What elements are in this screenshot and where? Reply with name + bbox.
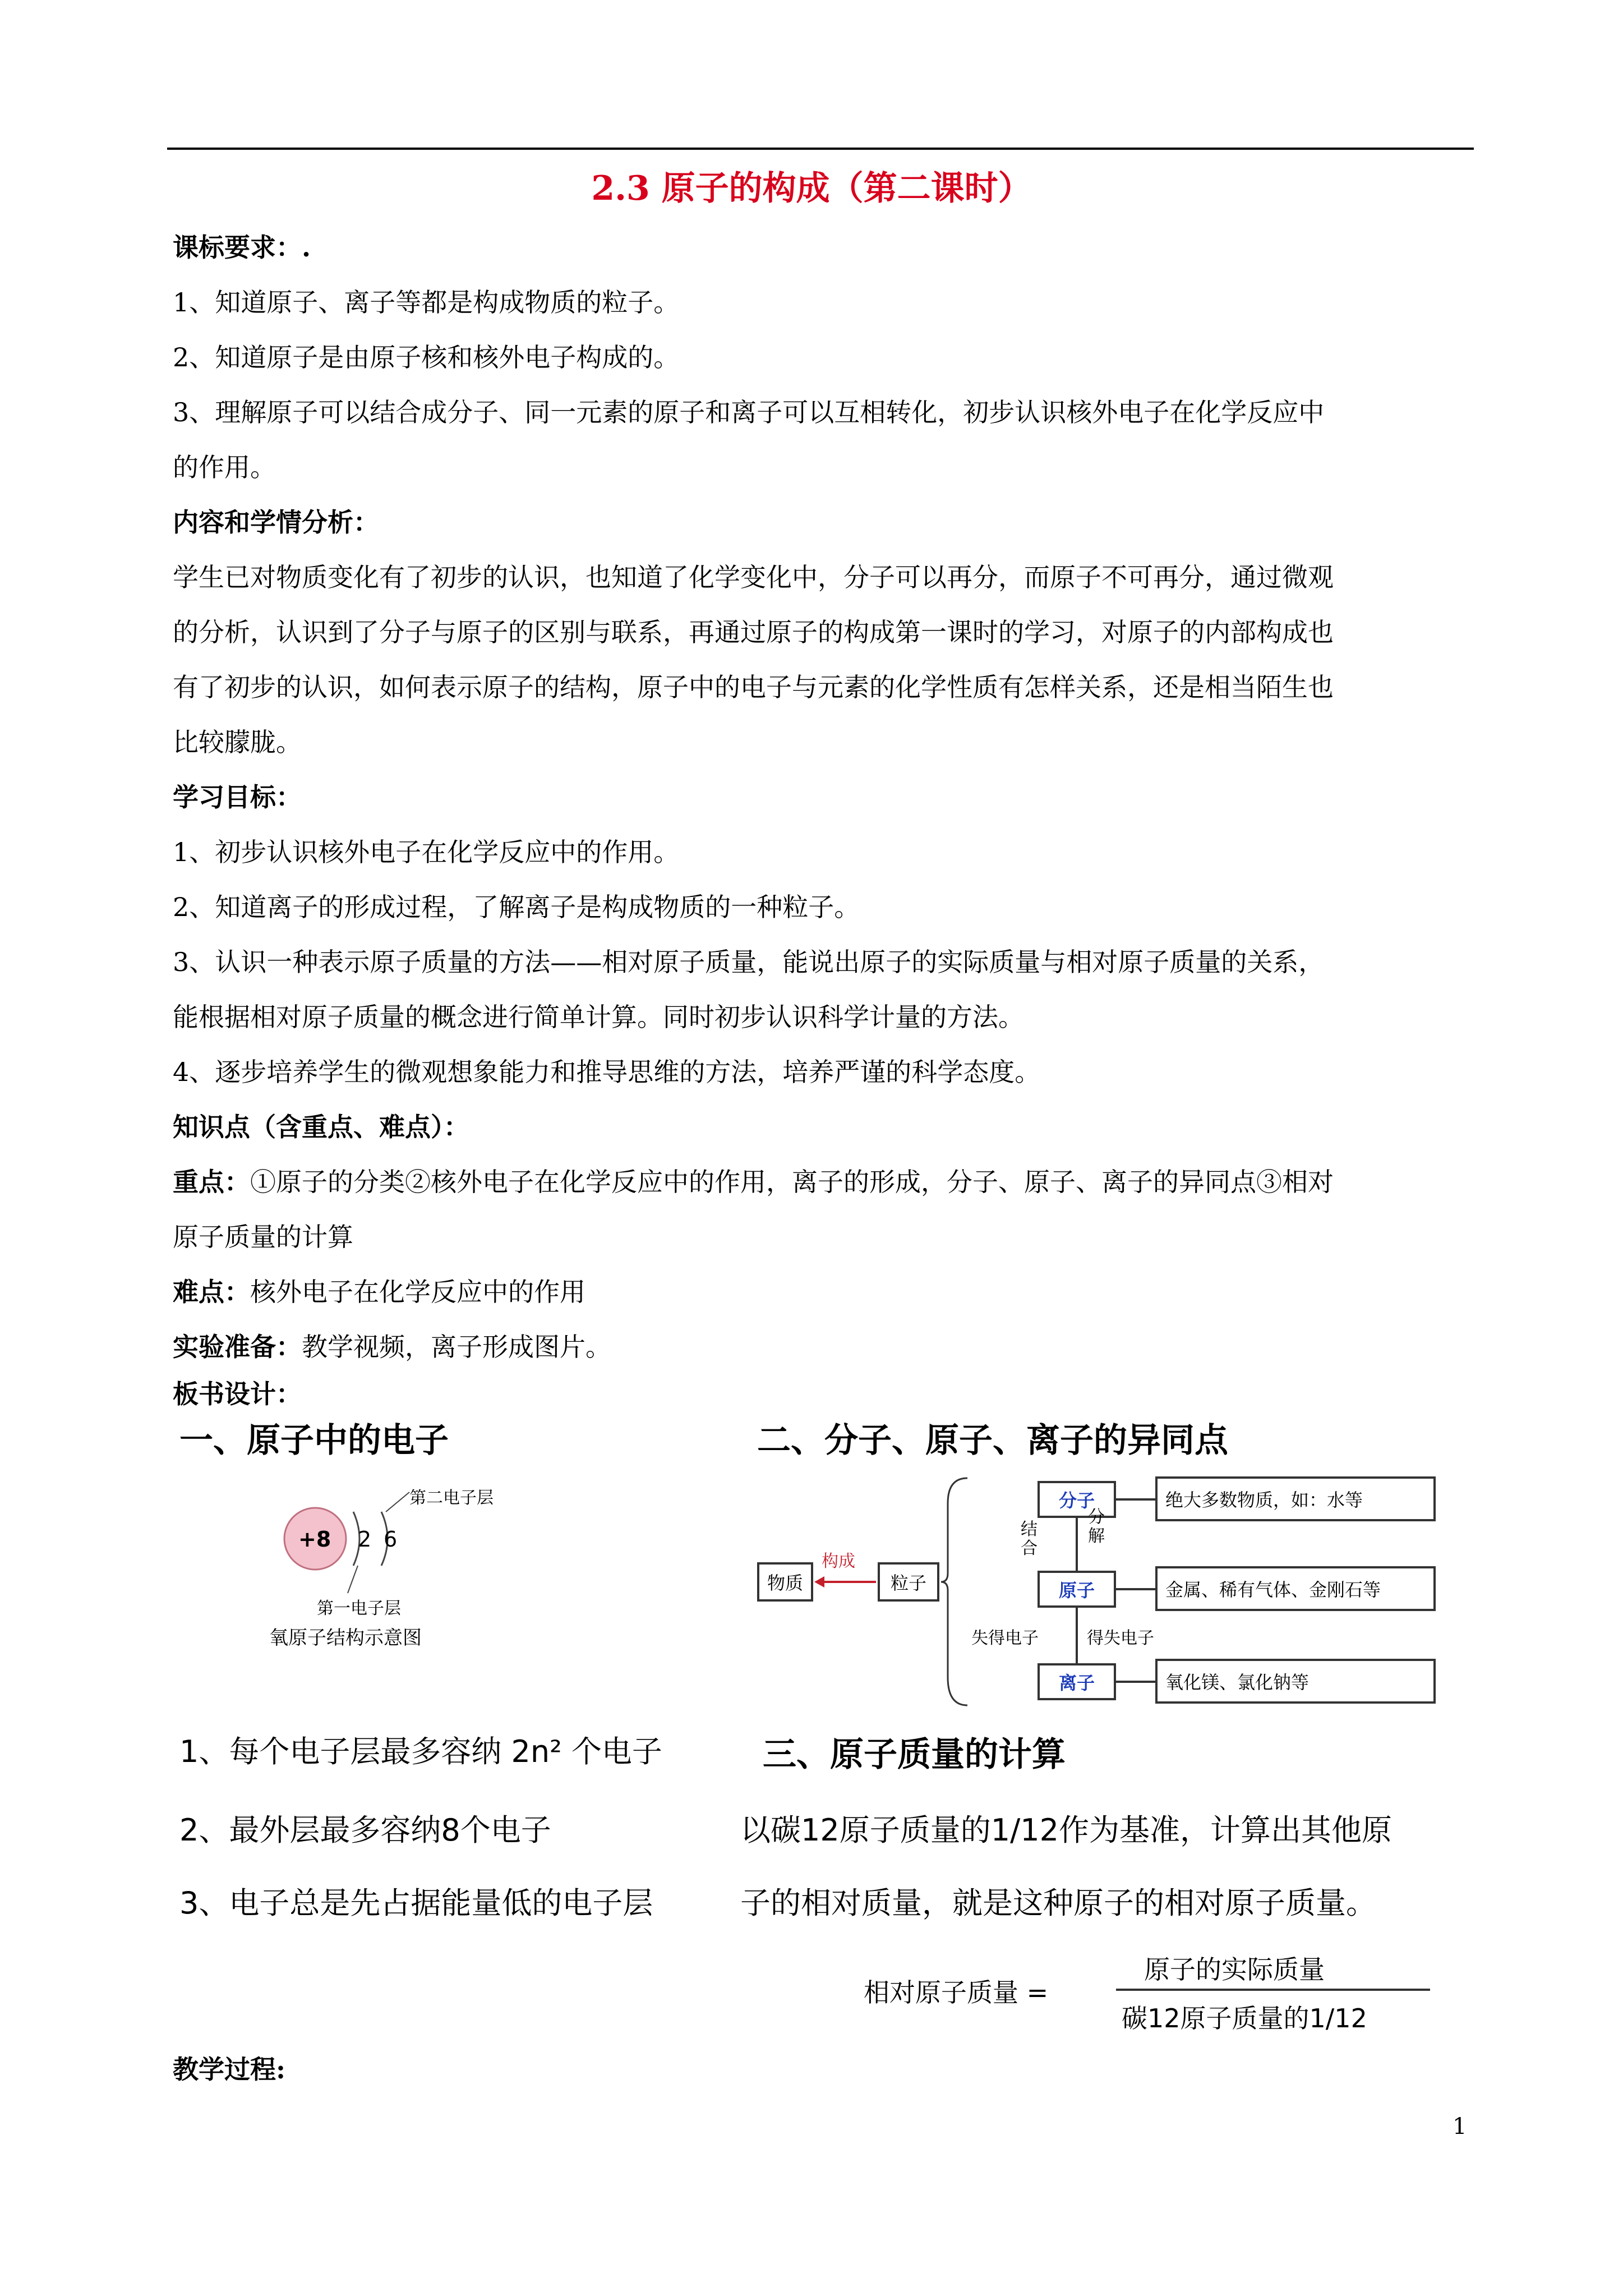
nucleus-charge: +8 [298, 1527, 331, 1552]
atom-ion-connector [1076, 1608, 1078, 1663]
ion-examples: 氧化镁、氯化钠等 [1155, 1659, 1436, 1704]
molecule-box: 分子 [1038, 1481, 1116, 1518]
goal-item: 3、认识一种表示原子质量的方法——相对原子质量，能说出原子的实际质量与相对原子质量的关系， [173, 947, 1325, 977]
goal-item: 2、知道离子的形成过程，了解离子是构成物质的一种粒子。 [173, 892, 860, 922]
ion-box: 离子 [1038, 1663, 1116, 1700]
molecule-atom-connector [1076, 1518, 1078, 1571]
formula-lhs: 相对原子质量 = [864, 1977, 1049, 2008]
decompose-label: 分解 [1088, 1507, 1105, 1546]
page-title: 2.3 原子的构成（第二课时） [591, 169, 1032, 208]
particle-brace [939, 1475, 973, 1711]
knowledge-heading: 知识点（含重点、难点）： [173, 1112, 469, 1142]
board-design-figure [168, 1414, 1469, 2076]
key-points [173, 1154, 1474, 1209]
shell2-pointer [386, 1492, 409, 1512]
process-section [173, 2042, 1474, 2097]
shell1-label: 第一电子层 [317, 1599, 401, 1618]
shell2-electron-count: 6 [384, 1527, 398, 1552]
board-section1-title: 一、原子中的电子 [179, 1421, 449, 1460]
analysis-heading: 内容和学情分析： [173, 507, 379, 537]
compose-label: 构成 [822, 1552, 855, 1571]
arrow-head-icon [814, 1576, 824, 1588]
atom-box: 原子 [1038, 1571, 1116, 1608]
analysis-line: 的分析，认识到了分子与原子的区别与联系，再通过原子的构成第一课时的学习，对原子的内部构成也 [173, 617, 1334, 647]
gain-lose-electron-label: 得失电子 [1087, 1628, 1154, 1648]
analysis-line: 比较朦胧。 [173, 727, 302, 757]
particle-box: 粒子 [878, 1562, 939, 1602]
goal-item: 1、初步认识核外电子在化学反应中的作用。 [173, 837, 680, 867]
compose-arrow [813, 1568, 878, 1596]
page-number: 1 [1453, 2114, 1467, 2139]
prep-text: 教学视频，离子形成图片。 [302, 1332, 611, 1362]
difficult-label: 难点： [173, 1277, 250, 1307]
relative-mass-definition-2: 子的相对质量，就是这种原子的相对原子质量。 [740, 1885, 1376, 1921]
curriculum-heading: 课标要求：. [173, 232, 311, 263]
shell2-label: 第二电子层 [409, 1488, 494, 1508]
board-section2-title: 二、分子、原子、离子的异同点 [757, 1421, 1228, 1460]
atom-examples: 金属、稀有气体、金刚石等 [1155, 1566, 1436, 1611]
analysis-line: 有了初步的认识，如何表示原子的结构，原子中的电子与元素的化学性质有怎样关系，还是相当陌生也 [173, 672, 1334, 702]
combine-label: 结合 [1021, 1520, 1038, 1558]
formula-numerator: 原子的实际质量 [1144, 1954, 1325, 1985]
curriculum-item: 2、知道原子是由原子核和核外电子构成的。 [173, 342, 680, 372]
experiment-prep [173, 1319, 1474, 1374]
curriculum-item: 3、理解原子可以结合成分子、同一元素的原子和离子可以互相转化，初步认识核外电子在化学反应中 [173, 397, 1325, 427]
curriculum-item: 的作用。 [173, 452, 276, 482]
ion-example-connector [1116, 1681, 1155, 1683]
curriculum-item: 1、知道原子、离子等都是构成物质的粒子。 [173, 287, 680, 318]
goal-item: 能根据相对原子质量的概念进行简单计算。同时初步认识科学计量的方法。 [173, 1002, 1024, 1032]
electron-rule-3: 3、电子总是先占据能量低的电子层 [179, 1885, 653, 1921]
substance-box: 物质 [757, 1562, 813, 1602]
difficult-text: 核外电子在化学反应中的作用 [250, 1277, 585, 1307]
diagram-caption: 氧原子结构示意图 [269, 1627, 422, 1649]
board-heading: 板书设计： [173, 1379, 302, 1409]
shell1-electron-count: 2 [358, 1527, 372, 1552]
goal-item: 4、逐步培养学生的微观想象能力和推导思维的方法，培养严谨的科学态度。 [173, 1057, 1041, 1087]
molecule-example-connector [1116, 1498, 1155, 1501]
key-text: ①原子的分类②核外电子在化学反应中的作用，离子的形成，分子、原子、离子的异同点③相对 [250, 1167, 1334, 1197]
goals-heading: 学习目标： [173, 782, 302, 812]
header-rule [167, 148, 1474, 150]
prep-label: 实验准备： [173, 1332, 302, 1362]
analysis-line: 学生已对物质变化有了初步的认识，也知道了化学变化中，分子可以再分，而原子不可再分，通过微观 [173, 562, 1334, 592]
formula-denominator: 碳12原子质量的1/12 [1122, 2003, 1367, 2033]
lose-gain-electron-label: 失得电子 [971, 1628, 1039, 1648]
fraction-bar [1116, 1989, 1430, 1991]
document-body [173, 220, 1474, 1414]
difficult-points [173, 1264, 1474, 1319]
atom-example-connector [1116, 1588, 1155, 1590]
key-label: 重点： [173, 1167, 250, 1197]
key-points-cont: 原子质量的计算 [173, 1222, 353, 1252]
board-section3-title: 三、原子质量的计算 [763, 1735, 1066, 1774]
process-heading: 教学过程: [173, 2054, 285, 2085]
electron-rule-1: 1、每个电子层最多容纳 2n² 个电子 [179, 1734, 662, 1769]
molecule-examples: 绝大多数物质，如：水等 [1155, 1476, 1436, 1521]
shell1-pointer [348, 1566, 358, 1593]
electron-rule-2: 2、最外层最多容纳8个电子 [179, 1812, 551, 1848]
relative-mass-definition-1: 以碳12原子质量的1/12作为基准，计算出其他原 [740, 1812, 1392, 1848]
